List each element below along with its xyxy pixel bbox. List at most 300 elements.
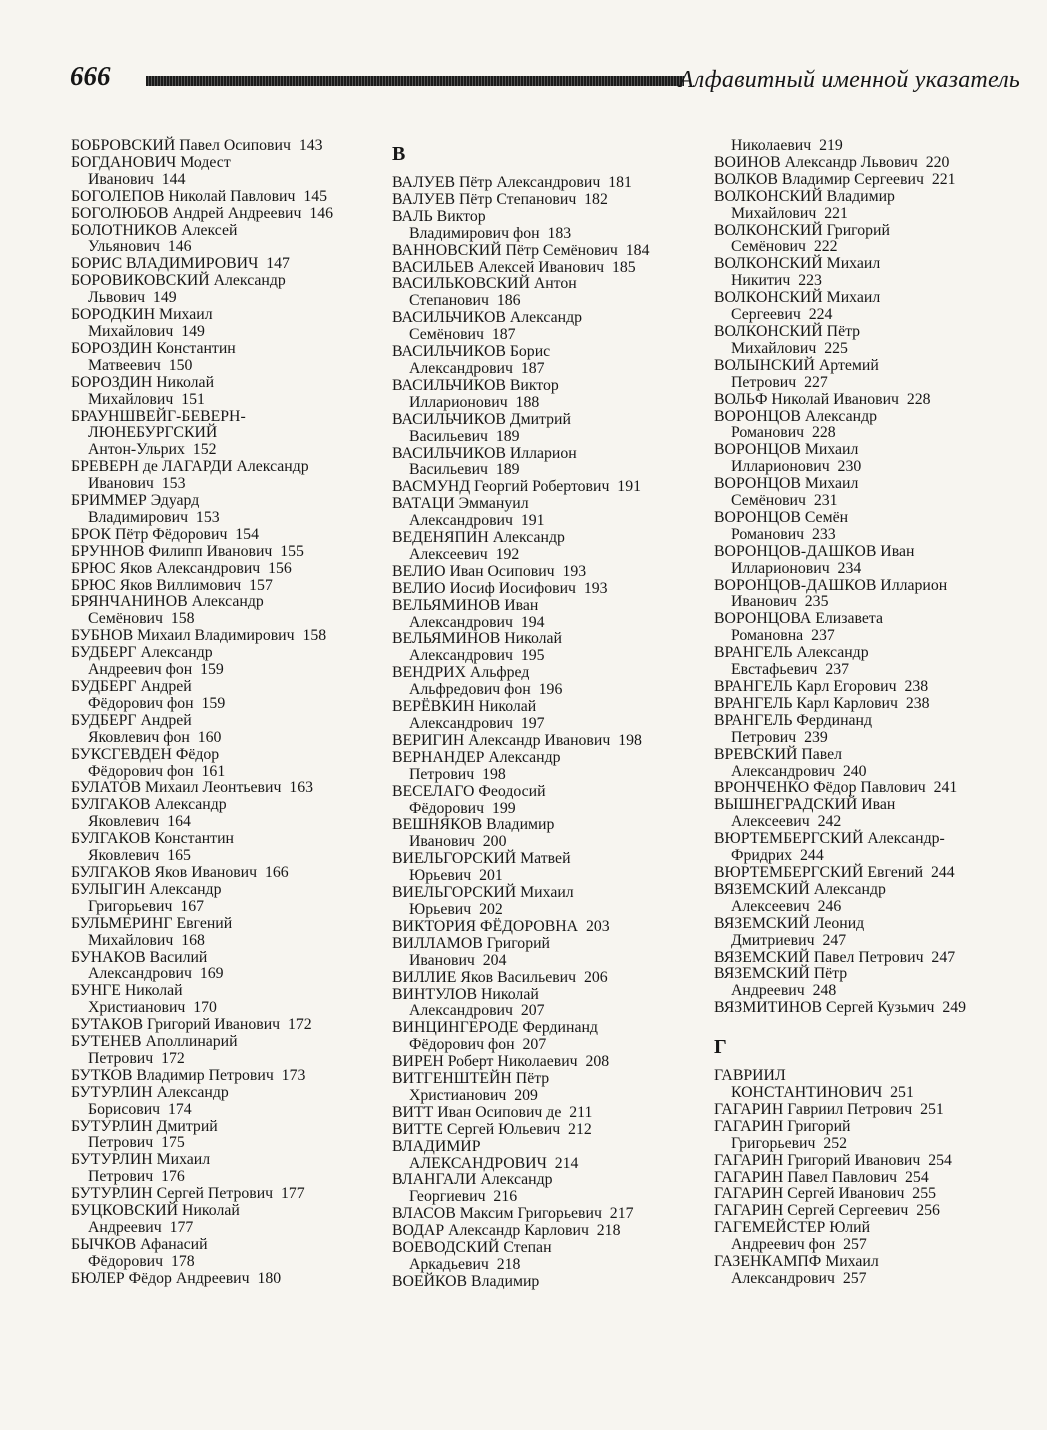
entry-name: ВАТАЦИ Эммануил [392, 495, 529, 513]
index-entry [392, 581, 704, 598]
entry-continuation: Юрьевич 201 [409, 867, 503, 885]
index-entry [714, 1254, 1034, 1288]
entry-name: ВИРЕН Роберт Николаевич 208 [392, 1053, 610, 1071]
entry-continuation: Евстафьевич 237 [731, 661, 850, 679]
entry-name: БРЮС Яков Александрович 156 [71, 559, 292, 577]
entry-continuation: Никитич 223 [731, 272, 822, 290]
index-entry [71, 1119, 381, 1153]
entry-name: БУДБЕРГ Александр [71, 644, 213, 662]
entry-name: БУТАКОВ Григорий Иванович 172 [71, 1016, 312, 1034]
entry-continuation: Львович 149 [88, 289, 177, 307]
entry-name: ГАГАРИН Сергей Иванович 255 [714, 1185, 936, 1203]
entry-name: БРЯНЧАНИНОВ Александр [71, 593, 264, 611]
entry-name: БРАУНШВЕЙГ-БЕВЕРН- [71, 407, 246, 425]
entry-continuation: Христианович 209 [409, 1086, 538, 1104]
entry-name: ВОЛЫНСКИЙ Артемий [714, 356, 879, 374]
index-entry [714, 780, 1034, 797]
index-entry [714, 476, 1034, 510]
entry-name: ВОРОНЦОВ Михаил [714, 441, 859, 459]
entry-continuation: Яковлевич 165 [88, 847, 191, 865]
entry-name: ВАЛЬ Виктор [392, 207, 486, 225]
entry-name: ВОРОНЦОВ-ДАШКОВ Илларион [714, 576, 948, 594]
index-entry [392, 209, 704, 243]
entry-name: ВЕШНЯКОВ Владимир [392, 816, 555, 834]
entry-continuation: Александрович 169 [88, 965, 224, 983]
entry-continuation: Матвеевич 150 [88, 356, 193, 374]
index-entry [71, 780, 381, 797]
index-entry [714, 611, 1034, 645]
index-entry [71, 544, 381, 561]
index-entry [392, 479, 704, 496]
entry-name: БОБРОВСКИЙ Павел Осипович 143 [71, 137, 323, 154]
entry-name: ВЮРТЕМБЕРГСКИЙ Евгений 244 [714, 863, 955, 881]
entry-name: ВЕСЕЛАГО Феодосий [392, 782, 546, 800]
index-entry [71, 1068, 381, 1085]
entry-name: ВОРОНЦОВА Елизавета [714, 610, 883, 628]
index-column-1 [71, 138, 381, 1288]
index-entry [714, 1068, 1034, 1102]
index-entry [71, 375, 381, 409]
index-entry [714, 1170, 1034, 1187]
index-entry [71, 950, 381, 984]
entry-name: ВОЛКОНСКИЙ Владимир [714, 187, 895, 205]
entry-name: ВИЕЛЬГОРСКИЙ Михаил [392, 884, 574, 902]
index-entry [392, 1172, 704, 1206]
entry-name: ВЛАДИМИР [392, 1137, 481, 1155]
entry-name: БУДБЕРГ Андрей [71, 711, 192, 729]
index-entry [71, 1186, 381, 1203]
entry-name: БУЛГАКОВ Александр [71, 796, 227, 814]
index-entry [392, 564, 704, 581]
entry-name: ВОЕЙКОВ Владимир [392, 1272, 540, 1290]
entry-continuation: Григорьевич 252 [731, 1134, 848, 1152]
entry-continuation: Владимирович 153 [88, 508, 220, 526]
entry-name: ВАСИЛЬЧИКОВ Дмитрий [392, 410, 571, 428]
index-entry [71, 273, 381, 307]
index-column-2 [392, 138, 704, 1291]
entry-name: БУТУРЛИН Дмитрий [71, 1117, 218, 1135]
index-entry [714, 1119, 1034, 1153]
entry-continuation: Александрович 257 [731, 1270, 867, 1287]
entry-name: БУТКОВ Владимир Петрович 173 [71, 1066, 306, 1084]
index-entry [714, 256, 1034, 290]
entry-name: БОРОЗДИН Николай [71, 373, 215, 391]
entry-name: БУНГЕ Николай [71, 982, 183, 1000]
entry-continuation: Сергеевич 224 [731, 306, 833, 324]
index-entry [71, 155, 381, 189]
entry-name: ВЛАНГАЛИ Александр [392, 1171, 553, 1189]
entry-name: ВЫШНЕГРАДСКИЙ Иван [714, 796, 896, 814]
entry-name: БУНАКОВ Василий [71, 948, 208, 966]
index-entry [392, 885, 704, 919]
entry-continuation: Петрович 176 [88, 1168, 185, 1186]
index-entry [71, 256, 381, 273]
entry-name: ВОРОНЦОВ-ДАШКОВ Иван [714, 542, 915, 560]
index-entry [392, 936, 704, 970]
index-entry [71, 1271, 381, 1288]
index-entry [714, 916, 1034, 950]
index-entry [392, 1240, 704, 1274]
entry-name: ВОЕВОДСКИЙ Степан [392, 1239, 552, 1257]
index-entry [714, 696, 1034, 713]
entry-continuation: Христианович 170 [88, 999, 217, 1017]
index-entry [71, 138, 381, 155]
entry-continuation: Михайлович 151 [88, 390, 205, 408]
entry-continuation: Дмитриевич 247 [731, 931, 847, 949]
entry-name: БУТУРЛИН Александр [71, 1083, 229, 1101]
index-entry [714, 966, 1034, 1000]
index-entry [392, 1054, 704, 1071]
index-entry [71, 1017, 381, 1034]
entry-continuation: Фёдорович 178 [88, 1252, 195, 1270]
entry-continuation: Романович 228 [731, 424, 836, 442]
entry-name: ВОЛКОНСКИЙ Михаил [714, 255, 881, 273]
entry-name: ВЯЗЕМСКИЙ Павел Петрович 247 [714, 948, 956, 966]
entry-name: ВЯЗЕМСКИЙ Пётр [714, 965, 848, 983]
entry-name: ВИКТОРИЯ ФЁДОРОВНА 203 [392, 917, 610, 935]
index-entry [71, 983, 381, 1017]
entry-continuation: Александрович 240 [731, 762, 867, 780]
index-entry [71, 645, 381, 679]
entry-name: ВИНЦИНГЕРОДЕ Фердинанд [392, 1019, 598, 1037]
index-entry [392, 699, 704, 733]
index-entry [71, 1152, 381, 1186]
section-title: Алфавитный именной указатель [678, 67, 1020, 93]
index-entry [392, 260, 704, 277]
entry-name: БЫЧКОВ Афанасий [71, 1235, 208, 1253]
index-entry [714, 679, 1034, 696]
entry-continuation: Алексеевич 192 [409, 545, 520, 563]
entry-continuation: Михайлович 168 [88, 931, 205, 949]
entry-continuation: КОНСТАНТИНОВИЧ 251 [731, 1084, 914, 1102]
index-entry [71, 865, 381, 882]
entry-name: ВОЛКОВ Владимир Сергеевич 221 [714, 170, 956, 188]
entry-name: ГАГАРИН Сергей Сергеевич 256 [714, 1202, 940, 1220]
index-entry [392, 970, 704, 987]
entry-name: БРОК Пётр Фёдорович 154 [71, 525, 259, 543]
entry-continuation: Петрович 172 [88, 1049, 185, 1067]
entry-continuation: АЛЕКСАНДРОВИЧ 214 [409, 1154, 579, 1172]
entry-name: ВИЕЛЬГОРСКИЙ Матвей [392, 850, 571, 868]
entry-name: ВАСИЛЬКОВСКИЙ Антон [392, 275, 577, 293]
entry-name: ВЮРТЕМБЕРГСКИЙ Александр- [714, 830, 945, 848]
entry-continuation: Петрович 175 [88, 1134, 185, 1152]
entry-name: ВЕЛЬЯМИНОВ Николай [392, 630, 562, 648]
index-entry [392, 750, 704, 784]
entry-name: БОРОДКИН Михаил [71, 306, 213, 324]
index-entry [71, 1085, 381, 1119]
entry-name: ВЕРНАНДЕР Александр [392, 748, 561, 766]
index-entry [392, 598, 704, 632]
entry-name: ВИТГЕНШТЕЙН Пётр [392, 1070, 550, 1088]
index-entry [392, 733, 704, 750]
entry-name: БЮЛЕР Фёдор Андреевич 180 [71, 1269, 282, 1287]
entry-name: БОЛОТНИКОВ Алексей [71, 221, 238, 239]
index-entry [392, 665, 704, 699]
entry-continuation: Антон-Ульрих 152 [88, 441, 217, 459]
index-entry [714, 392, 1034, 409]
entry-name: ВОЛКОНСКИЙ Григорий [714, 221, 890, 239]
entry-continuation: Петрович 198 [409, 765, 506, 783]
index-entry [71, 409, 381, 460]
entry-continuation: Фёдорович фон 207 [409, 1036, 547, 1054]
entry-continuation: Александрович 207 [409, 1002, 545, 1020]
entry-name: ВИЛЛАМОВ Григорий [392, 934, 550, 952]
index-entry [71, 341, 381, 375]
index-entry [392, 175, 704, 192]
entry-name: БУЦКОВСКИЙ Николай [71, 1202, 240, 1220]
index-entry [392, 310, 704, 344]
entry-continuation: Романович 233 [731, 525, 836, 543]
entry-continuation: Александрович 191 [409, 512, 545, 530]
index-entry [392, 344, 704, 378]
entry-name: БОГОЛЮБОВ Андрей Андреевич 146 [71, 204, 334, 222]
index-entry [714, 510, 1034, 544]
index-entry [392, 919, 704, 936]
entry-continuation: Илларионович 188 [409, 393, 540, 411]
index-entry [71, 578, 381, 595]
entry-continuation: Алексеевич 242 [731, 813, 842, 831]
entry-name: ВЕДЕНЯПИН Александр [392, 529, 565, 547]
entry-name: БОРОЗДИН Константин [71, 339, 236, 357]
entry-name: ВЕНДРИХ Альфред [392, 664, 530, 682]
entry-name: ВАСИЛЬЕВ Алексей Иванович 185 [392, 258, 636, 276]
entry-name: БРЕВЕРН де ЛАГАРДИ Александр [71, 458, 309, 476]
entry-continuation: Георгиевич 216 [409, 1188, 518, 1206]
entry-name: БУЛАТОВ Михаил Леонтьевич 163 [71, 779, 314, 797]
entry-name: ВОРОНЦОВ Михаил [714, 475, 859, 493]
index-entry [71, 1034, 381, 1068]
index-entry [392, 851, 704, 885]
entry-continuation: Илларионович 230 [731, 458, 862, 476]
index-entry [714, 1153, 1034, 1170]
index-entry [714, 831, 1034, 865]
entry-continuation: ЛЮНЕБУРГСКИЙ [88, 424, 218, 442]
entry-continuation: Андреевич 177 [88, 1219, 194, 1236]
entry-continuation: Андреевич 248 [731, 982, 837, 1000]
entry-name: БУДБЕРГ Андрей [71, 678, 192, 695]
index-entry [71, 307, 381, 341]
entry-continuation: Иванович 153 [88, 475, 186, 493]
entry-continuation: Григорьевич 167 [88, 897, 205, 915]
index-entry [714, 865, 1034, 882]
page-number: 666 [70, 61, 111, 91]
entry-name: БУКСГЕВДЕН Фёдор [71, 745, 220, 763]
entry-continuation: Иванович 200 [409, 833, 507, 851]
entry-name: ВИТТЕ Сергей Юльевич 212 [392, 1120, 592, 1138]
index-entry [714, 409, 1034, 443]
index-entry [392, 1274, 704, 1291]
entry-continuation: Александрович 194 [409, 613, 545, 631]
letter-heading-g: Г [714, 1036, 727, 1059]
letter-heading-v: В [392, 143, 406, 165]
entry-continuation: Николаевич 219 [731, 137, 843, 154]
index-entry [71, 713, 381, 747]
entry-continuation: Степанович 186 [409, 292, 521, 310]
entry-continuation: Иванович 144 [88, 170, 186, 188]
entry-continuation: Семёнович 222 [731, 238, 838, 256]
entry-continuation: Андреевич фон 159 [88, 661, 224, 679]
entry-name: ВЕРЁВКИН Николай [392, 698, 537, 716]
entry-name: БУБНОВ Михаил Владимирович 158 [71, 627, 327, 645]
index-entry [714, 189, 1034, 223]
entry-continuation: Борисович 174 [88, 1100, 192, 1118]
entry-name: БОРОВИКОВСКИЙ Александр [71, 272, 286, 290]
entry-continuation: Семёнович 231 [731, 492, 838, 510]
index-entry [392, 446, 704, 480]
entry-continuation: Илларионович 234 [731, 559, 862, 577]
entry-name: ГАГАРИН Гавриил Петрович 251 [714, 1100, 944, 1118]
entry-name: ВАСМУНД Георгий Робертович 191 [392, 478, 642, 496]
entry-name: ВОЛКОНСКИЙ Пётр [714, 322, 861, 340]
entry-continuation: Яковлевич фон 160 [88, 728, 222, 746]
index-entry [71, 459, 381, 493]
index-entry [392, 243, 704, 260]
entry-name: ВАННОВСКИЙ Пётр Семёнович 184 [392, 241, 650, 259]
entry-continuation: Фёдорович фон 161 [88, 762, 226, 780]
index-entry [392, 1020, 704, 1054]
index-entry [71, 797, 381, 831]
index-entry [714, 290, 1034, 324]
entry-continuation: Фридрих 244 [731, 847, 824, 865]
index-entry [392, 1071, 704, 1105]
entry-name: ВРАНГЕЛЬ Фердинанд [714, 711, 873, 729]
entry-continuation: Васильевич 189 [409, 427, 520, 445]
entry-continuation: Петрович 227 [731, 373, 828, 391]
entry-continuation: Алексеевич 246 [731, 897, 842, 915]
index-entry [392, 378, 704, 412]
index-entry [71, 561, 381, 578]
page-header [70, 55, 1020, 105]
entry-continuation: Иванович 204 [409, 951, 507, 969]
index-entry [392, 1122, 704, 1139]
index-column-3 [714, 138, 1034, 1288]
index-entry [71, 1237, 381, 1271]
index-entry [714, 882, 1034, 916]
index-entry [392, 631, 704, 665]
entry-continuation: Александрович 187 [409, 359, 545, 377]
entry-name: БРУННОВ Филипп Иванович 155 [71, 542, 304, 560]
index-entry [71, 628, 381, 645]
entry-continuation: Романовна 237 [731, 627, 835, 645]
index-entry [392, 412, 704, 446]
entry-name: БОГДАНОВИЧ Модест [71, 153, 231, 171]
entry-name: ВРАНГЕЛЬ Карл Карлович 238 [714, 694, 930, 712]
entry-name: ВОРОНЦОВ Семён [714, 508, 849, 526]
index-entry [392, 276, 704, 310]
index-entry [71, 831, 381, 865]
entry-name: БРИММЕР Эдуард [71, 492, 200, 510]
entry-name: ВЕРИГИН Александр Иванович 198 [392, 731, 642, 749]
index-entry [71, 679, 381, 713]
entry-name: ВЕЛИО Иосиф Иосифович 193 [392, 579, 608, 597]
index-entry [714, 223, 1034, 257]
entry-continuation: Аркадьевич 218 [409, 1256, 521, 1273]
index-entry [71, 594, 381, 628]
entry-name: БУЛЬМЕРИНГ Евгений [71, 914, 233, 932]
entry-name: БУТУРЛИН Сергей Петрович 177 [71, 1185, 305, 1203]
entry-continuation: Александрович 195 [409, 647, 545, 665]
index-entry [714, 155, 1034, 172]
index-entry [71, 527, 381, 544]
entry-continuation: Яковлевич 164 [88, 813, 191, 831]
entry-name: ВЕЛЬЯМИНОВ Иван [392, 596, 539, 614]
index-entry [392, 1223, 704, 1240]
entry-name: ВАСИЛЬЧИКОВ Виктор [392, 376, 559, 394]
entry-continuation: Семёнович 158 [88, 610, 195, 628]
index-entry [714, 950, 1034, 967]
entry-name: ВОРОНЦОВ Александр [714, 407, 878, 425]
entry-continuation: Михайлович 225 [731, 339, 848, 357]
entry-continuation: Михайлович 221 [731, 204, 848, 222]
index-entry [392, 496, 704, 530]
index-entry [71, 1203, 381, 1237]
index-entry [714, 1102, 1034, 1119]
index-entry [714, 544, 1034, 578]
entry-name: ВАСИЛЬЧИКОВ Борис [392, 343, 551, 361]
index-entry [714, 713, 1034, 747]
entry-name: ВИНТУЛОВ Николай [392, 985, 539, 1003]
entry-continuation: Михайлович 149 [88, 322, 205, 340]
entry-name: ВОИНОВ Александр Львович 220 [714, 153, 950, 171]
index-entry [392, 1206, 704, 1223]
index-entry [71, 189, 381, 206]
entry-name: ВЯЗЕМСКИЙ Леонид [714, 914, 865, 932]
entry-continuation: Фёдорович 199 [409, 799, 516, 817]
entry-continuation: Ульянович 146 [88, 238, 192, 256]
index-entry [71, 747, 381, 781]
entry-name: БУЛЫГИН Александр [71, 880, 222, 898]
entry-continuation: Семёнович 187 [409, 326, 516, 344]
entry-continuation: Альфредович фон 196 [409, 681, 563, 699]
index-entry [714, 797, 1034, 831]
index-entry [714, 324, 1034, 358]
index-entry [714, 578, 1034, 612]
index-entry [714, 1000, 1034, 1017]
entry-name: ВЕЛИО Иван Осипович 193 [392, 562, 587, 580]
entry-continuation: Владимирович фон 183 [409, 224, 572, 242]
entry-continuation: Петрович 239 [731, 728, 828, 746]
index-entry [71, 206, 381, 223]
index-entry [392, 987, 704, 1021]
index-entry [714, 1186, 1034, 1203]
entry-name: ВРОНЧЕНКО Фёдор Павлович 241 [714, 779, 958, 797]
entry-name: ВЯЗЕМСКИЙ Александр [714, 880, 886, 898]
entry-continuation: Васильевич 189 [409, 461, 520, 479]
entry-name: БРЮС Яков Виллимович 157 [71, 576, 273, 594]
entry-name: ВАЛУЕВ Пётр Александрович 181 [392, 174, 632, 191]
header-rule [146, 76, 684, 86]
index-entry [71, 916, 381, 950]
entry-continuation: Александрович 197 [409, 715, 545, 732]
entry-name: БОРИС ВЛАДИМИРОВИЧ 147 [71, 255, 290, 273]
index-entry [71, 493, 381, 527]
entry-name: ВАЛУЕВ Пётр Степанович 182 [392, 190, 608, 208]
entry-name: ВРАНГЕЛЬ Карл Егорович 238 [714, 678, 929, 695]
entry-name: ВАСИЛЬЧИКОВ Илларион [392, 444, 577, 462]
entry-name: ГАВРИИЛ [714, 1067, 786, 1085]
index-entry [71, 882, 381, 916]
index-entry [71, 223, 381, 257]
index-entry [392, 192, 704, 209]
index-entry [714, 747, 1034, 781]
index-entry [714, 645, 1034, 679]
entry-name: ГАГАРИН Павел Павлович 254 [714, 1168, 929, 1186]
entry-name: ГАГАРИН Григорий [714, 1117, 851, 1135]
index-entry [714, 442, 1034, 476]
entry-name: ВЯЗМИТИНОВ Сергей Кузьмич 249 [714, 999, 967, 1017]
entry-continuation: Иванович 235 [731, 593, 829, 611]
